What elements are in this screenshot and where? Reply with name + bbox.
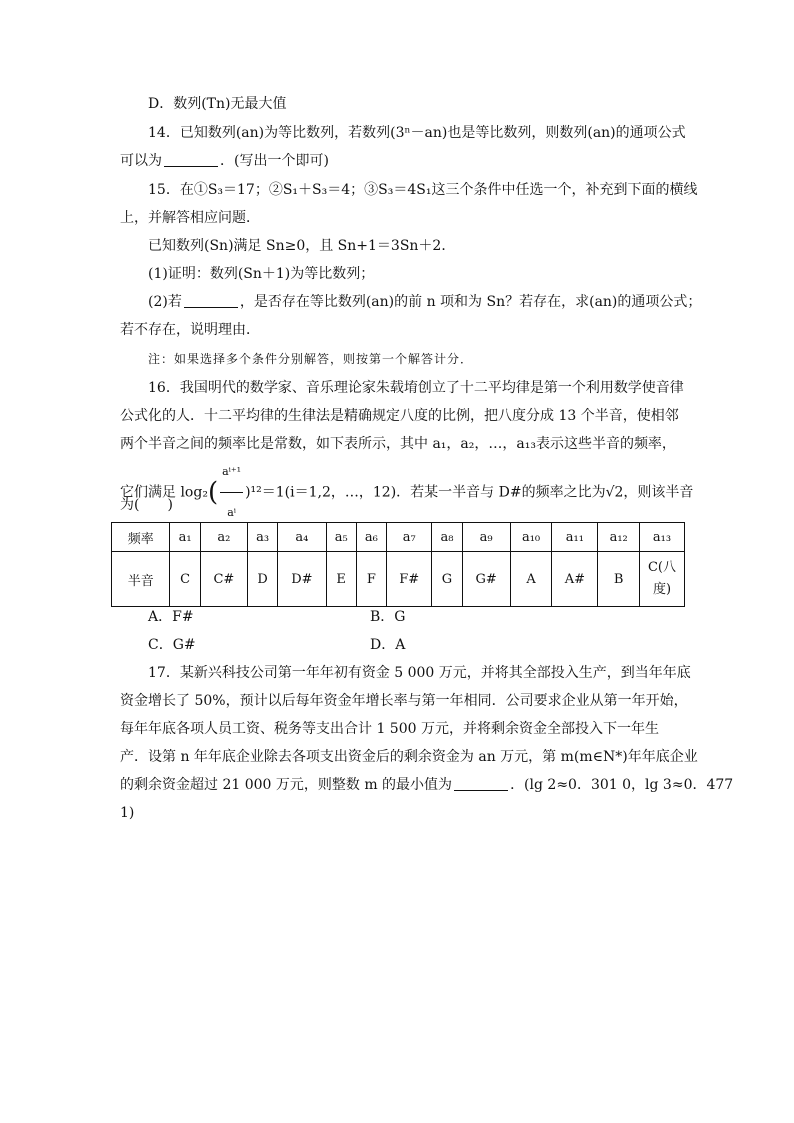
q13-option-d: D．数列(Tn)无最大值 (148, 96, 287, 112)
q16-line4: 它们满足 log₂( $\frac{\text{aⁱ⁺¹}}{\text{aⁱ}}$ )¹²＝1(i＝1,2，…，12)．若某一半音与 D#的频率之比为√2，则该半音 (120, 452, 693, 533)
q16-line2: 公式化的人．十二平均律的生律法是精确规定八度的比例，把八度分成 13 个半音，使相邻 (120, 408, 679, 424)
answer-blank (164, 152, 218, 167)
q17-line5: 的剩余资金超过 21 000 万元，则整数 m 的最小值为 ．(lg 2≈0．301 0，lg 3≈0．477 (120, 777, 734, 793)
frac-expression: $\frac{\text{aⁱ⁺¹}}{\text{aⁱ}}$ (220, 452, 243, 533)
q15-line6: 若不存在，说明理由． (120, 322, 260, 338)
q14-line1: 14．已知数列(an)为等比数列，若数列(3ⁿ－an)也是等比数列，则数列(an)的通项公式 (148, 125, 686, 141)
table-row: 半音 C C# D D# E F F# G G# A A# B C(八度) (112, 552, 685, 607)
q16-line5: 为( ) (120, 497, 173, 513)
q16-option-a: A．F# (148, 609, 194, 625)
q15-line2: 上，并解答相应问题． (120, 210, 260, 226)
q17-line3: 每年年底各项人员工资、税务等支出合计 1 500 万元，并将剩余资金全部投入下一年生 (120, 721, 659, 737)
q16-option-c: C．G# (148, 637, 196, 653)
q17-line1: 17．某新兴科技公司第一年年初有资金 5 000 万元，并将其全部投入生产，到当年年底 (148, 665, 691, 681)
answer-blank (454, 776, 508, 791)
table-row: 频率 a₁ a₂ a₃ a₄ a₅ a₆ a₇ a₈ a₉ a₁₀ a₁₁ a₁₂ a₁₃ (112, 523, 685, 552)
q14-line2: 可以为 ．(写出一个即可) (120, 153, 329, 169)
q17-line4: 产．设第 n 年年底企业除去各项支出资金后的剩余资金为 an 万元，第 m(m∈N*)年年底企业 (120, 749, 698, 765)
q16-option-d: D．A (370, 637, 406, 653)
q15-line3: 已知数列(Sn)满足 Sn≥0，且 Sn+1＝3Sn＋2． (148, 238, 456, 254)
answer-blank (184, 293, 238, 308)
q16-option-b: B．G (370, 609, 406, 625)
q17-line2: 资金增长了 50%，预计以后每年资金年增长率与第一年相同．公司要求企业从第一年开始， (120, 693, 688, 709)
q16-line3: 两个半音之间的频率比是常数，如下表所示，其中 a₁，a₂，…，a₁₃表示这些半音的频率， (120, 436, 676, 452)
q16-line1: 16．我国明代的数学家、音乐理论家朱载堉创立了十二平均律是第一个利用数学使音律 (148, 380, 684, 396)
q15-line5: (2)若 ，是否存在等比数列(an)的前 n 项和为 Sn？若存在，求(an)的通项公式； (148, 294, 702, 310)
semitone-table (111, 522, 685, 607)
q15-line4: (1)证明：数列(Sn＋1)为等比数列； (148, 266, 375, 282)
q17-line6: 1) (120, 805, 135, 821)
q15-line1: 15．在①S₃＝17；②S₁＋S₃＝4；③S₃＝4S₁这三个条件中任选一个，补充到下面的横线 (148, 182, 698, 198)
q15-note: 注：如果选择多个条件分别解答，则按第一个解答计分． (148, 352, 474, 366)
